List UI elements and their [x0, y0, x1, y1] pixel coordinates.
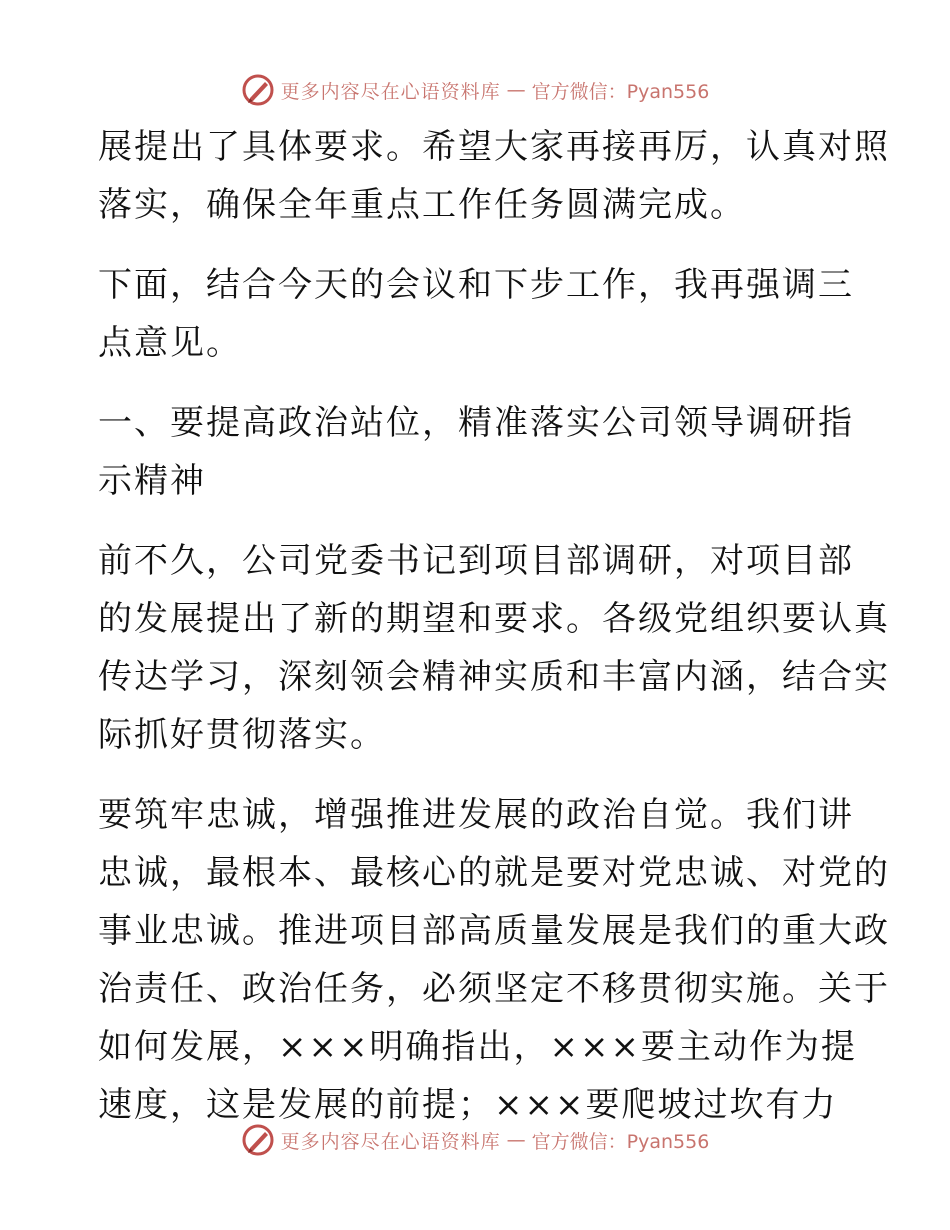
text-line: 示精神	[98, 461, 206, 501]
text-line: 如何发展，×××明确指出，×××要主动作为提	[98, 1027, 857, 1067]
text-line: 下面，结合今天的会议和下步工作，我再强调三	[98, 265, 854, 305]
paragraph-1	[98, 118, 890, 234]
text-line: 治责任、政治任务，必须坚定不移贯彻实施。关于	[98, 969, 890, 1009]
text-line: 要筑牢忠诚，增强推进发展的政治自觉。我们讲	[98, 795, 854, 835]
document-body	[98, 118, 890, 1156]
paragraph-4	[98, 786, 890, 1134]
footer-banner	[0, 1120, 950, 1160]
paragraph-2	[98, 256, 858, 372]
text-line: 落实，确保全年重点工作任务圆满完成。	[98, 185, 746, 225]
text-line: 展提出了具体要求。希望大家再接再厉，认真对照	[98, 127, 890, 167]
header-banner	[0, 70, 950, 110]
banner-dash: —	[506, 1129, 526, 1151]
banner-slogan: 更多内容尽在心语资料库	[280, 80, 501, 103]
banner-wechat: 官方微信：Pyan556	[531, 1130, 710, 1153]
text-line: 忠诚，最根本、最核心的就是要对党忠诚、对党的	[98, 853, 890, 893]
text-line: 一、要提高政治站位，精准落实公司领导调研指	[98, 403, 854, 443]
pen-logo-icon	[241, 1123, 275, 1157]
text-line: 速度，这是发展的前提；×××要爬坡过坎有力	[98, 1085, 838, 1125]
text-line: 前不久，公司党委书记到项目部调研，对项目部	[98, 541, 854, 581]
banner-wechat: 官方微信：Pyan556	[531, 80, 710, 103]
text-line: 事业忠诚。推进项目部高质量发展是我们的重大政	[98, 911, 890, 951]
paragraph-3	[98, 532, 890, 764]
banner-slogan: 更多内容尽在心语资料库	[280, 1130, 501, 1153]
text-line: 际抓好贯彻落实。	[98, 715, 386, 755]
text-line: 点意见。	[98, 323, 242, 363]
pen-logo-icon	[241, 73, 275, 107]
banner-dash: —	[506, 79, 526, 101]
section-heading-1	[98, 394, 858, 510]
text-line: 的发展提出了新的期望和要求。各级党组织要认真	[98, 599, 890, 639]
text-line: 传达学习，深刻领会精神实质和丰富内涵，结合实	[98, 657, 890, 697]
